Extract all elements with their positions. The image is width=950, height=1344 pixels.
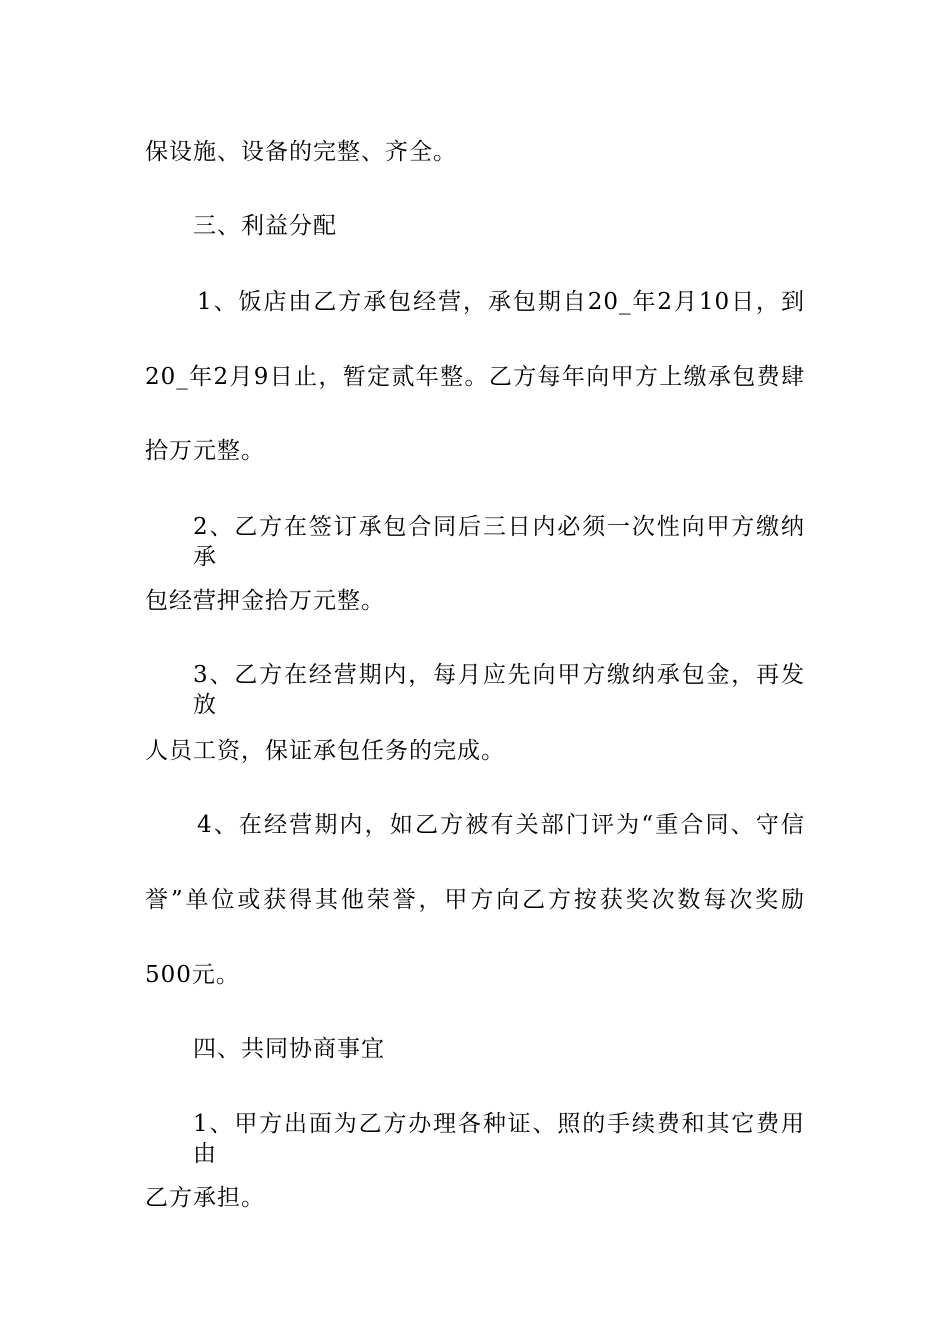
text-line: 拾万元整。 [145, 438, 265, 464]
text-line: 3、乙方在经营期内，每月应先向甲方缴纳承包金，再发放 [193, 662, 805, 718]
text-line: 包经营押金拾万元整。 [145, 588, 385, 614]
section-heading: 四、共同协商事宜 [193, 1036, 385, 1062]
text-line: 4、在经营期内，如乙方被有关部门评为“重合同、守信 [197, 812, 805, 838]
text-line: 500元。 [145, 962, 240, 988]
text-line: 20_年2月9日止，暂定贰年整。乙方每年向甲方上缴承包费肆 [145, 364, 805, 390]
text-line: 保设施、设备的完整、齐全。 [145, 139, 457, 165]
text-line: 1、饭店由乙方承包经营，承包期自20_年2月10日，到 [197, 289, 805, 315]
text-line: 2、乙方在签订承包合同后三日内必须一次性向甲方缴纳承 [193, 514, 805, 570]
text-line: 1、甲方出面为乙方办理各种证、照的手续费和其它费用由 [193, 1111, 805, 1167]
text-line: 誉”单位或获得其他荣誉，甲方向乙方按获奖次数每次奖励 [145, 887, 805, 913]
section-heading: 三、利益分配 [193, 213, 337, 239]
text-line: 人员工资，保证承包任务的完成。 [145, 738, 505, 764]
text-line: 乙方承担。 [145, 1185, 265, 1211]
